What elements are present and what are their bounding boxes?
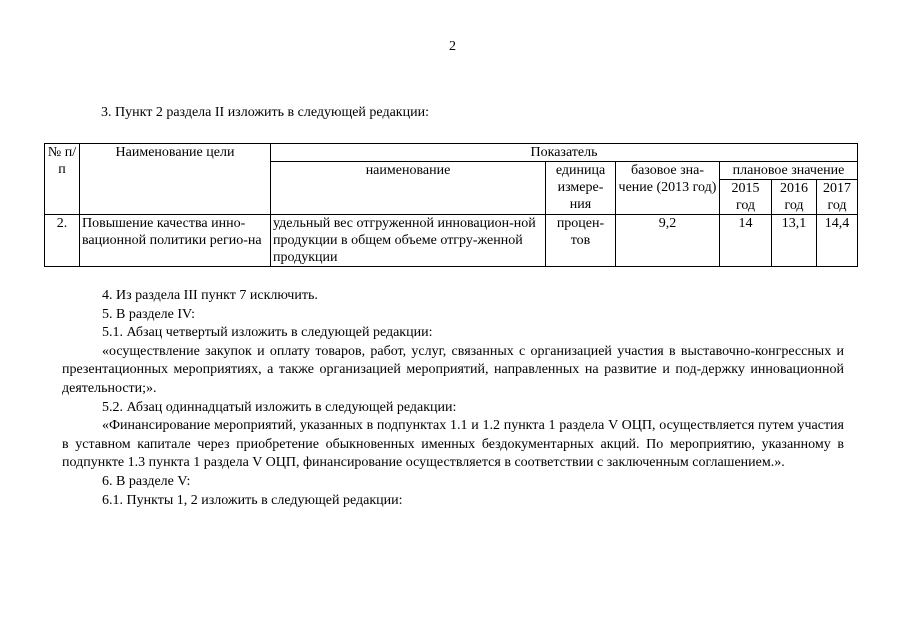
paragraph-quote-1: «осуществление закупок и оплату товаров, работ, услуг, связанных с организацией участия в выставочно-конгрессных и презентационных мероприятиях, а также организацией мероприятий, направленных на развитие и под-держку инновационной деятельности;». [62,343,844,396]
header-year-2015: 2015 год [720,180,772,215]
header-unit: единица измере-ния [546,162,616,215]
header-base: базовое зна-чение (2013 год) [616,162,720,215]
paragraph-item-5: 5. В разделе IV: [102,306,195,322]
row-name: удельный вес отгруженной инновацион-ной продукции в общем объеме отгру-женной продукции [271,215,546,267]
paragraph-item-6: 6. В разделе V: [102,473,191,489]
paragraph-item-5-1: 5.1. Абзац четвертый изложить в следующей редакции: [102,325,433,341]
header-name: наименование [271,162,546,215]
paragraph-item-5-2: 5.2. Абзац одиннадцатый изложить в следующей редакции: [102,399,457,415]
row-unit: процен-тов [546,215,616,267]
paragraph-item-4: 4. Из раздела III пункт 7 исключить. [102,288,318,303]
row-plan-2016: 13,1 [772,215,817,267]
row-num: 2. [45,215,80,267]
table-row [45,215,858,267]
paragraph-item-6-1: 6.1. Пункты 1, 2 изложить в следующей редакции: [102,492,403,508]
table-header-row [45,144,858,162]
header-year-2017: 2017 год [817,180,858,215]
header-goal: Наименование цели [80,144,271,215]
row-plan-2017: 14,4 [817,215,858,267]
row-goal: Повышение качества инно-вационной политики регио-на [80,215,271,267]
header-indicator: Показатель [271,144,858,162]
row-plan-2015: 14 [720,215,772,267]
indicator-table [44,143,858,267]
header-num: № п/п [45,144,80,215]
intro-line: 3. Пункт 2 раздела II изложить в следующей редакции: [101,105,429,120]
page-number: 2 [449,39,456,54]
header-year-2016: 2016 год [772,180,817,215]
row-base: 9,2 [616,215,720,267]
paragraph-quote-2: «Финансирование мероприятий, указанных в подпунктах 1.1 и 1.2 пункта 1 раздела V ОЦП, осуществляется путем участия в уставном капитале через приобретение обыкновенных именных бездокументарных акций. По мероприятию, указанному в подпункте 1.3 пункта 1 раздела V ОЦП, финансирование осуществляется в соответствии с заключенным соглашением.». [62,418,844,471]
header-plan: плановое значение [720,162,858,180]
document-body [62,287,844,510]
